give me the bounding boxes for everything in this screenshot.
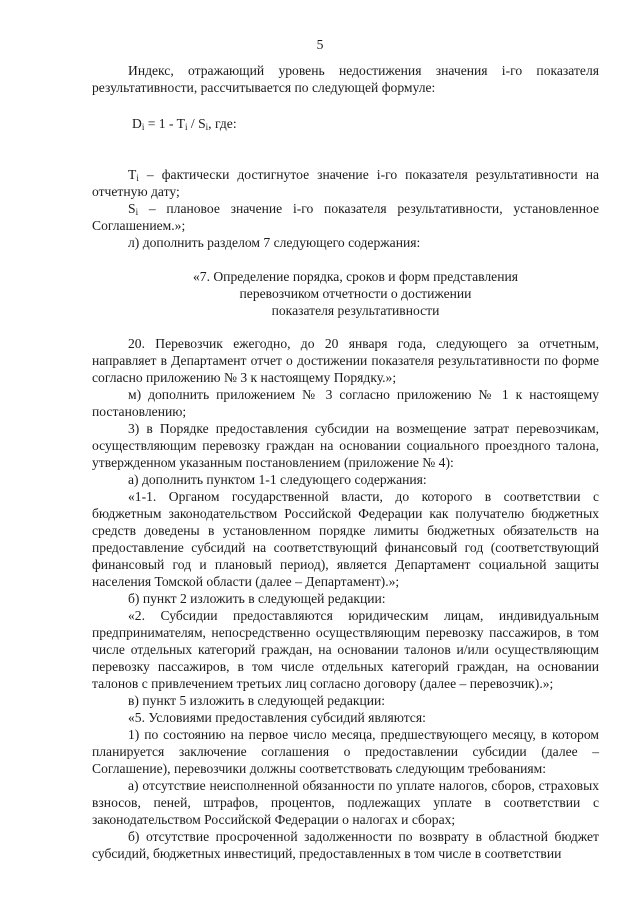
item-a: а) дополнить пунктом 1-1 следующего содержания: (128, 472, 427, 487)
section-7-heading-line: «7. Определение порядка, сроков и форм представления (192, 269, 519, 284)
item-l: л) дополнить разделом 7 следующего содержания: (128, 235, 421, 250)
section-7-heading-line: перевозчиком отчетности о достижении (239, 286, 472, 301)
formula-mid: = 1 - T (144, 116, 185, 131)
definition-t-sub: i (136, 173, 139, 183)
formula-lhs-sub: i (141, 122, 145, 132)
formula-t-sub: i (185, 122, 188, 132)
item-3: 3) в Порядке предоставления субсидии на возмещение затрат перевозчикам, осуществляющим перевозку граждан на основании социального проездного талона, утвержденном указанным постановлением (приложение № 4): (92, 421, 599, 470)
clause-2: «2. Субсидии предоставляются юридическим лицам, индивидуальным предпринимателям, непосредственно осуществляющим перевозку пассажиров, в том числе отдельных категорий граждан, на основании талонов и/или осуществляющим перевозку пассажиров, в том числе отдельных категорий граждан, на основании талонов с привлечением третьих лиц согласно договору (далее – перевозчик).»; (92, 608, 599, 691)
clause-1-1: «1-1. Органом государственной власти, до которого в соответствии с бюджетным законодательством Российской Федерации как получателю бюджетных средств доведены в установленном порядке лимиты бюджетных обязательств на предоставление субсидий на соответствующий финансовый год (соответствующий финансовый год и плановый период), является Департамент социальной защиты населения Томской области (далее – Департамент).»; (92, 489, 599, 589)
clause-5-1: 1) по состоянию на первое число месяца, предшествующего месяцу, в котором планируется заключение соглашения о предоставлении субсидии (далее – Соглашение), перевозчики должны соответствовать следующим требованиям: (92, 727, 599, 776)
definition-t-text: – фактически достигнутое значение i-го показателя результативности на отчетную дату; (92, 167, 599, 199)
definition-t (92, 166, 599, 200)
document-body (92, 62, 599, 862)
page-number: 5 (316, 37, 324, 52)
definition-s (92, 200, 599, 234)
item-m: м) дополнить приложением № 3 согласно приложению № 1 к настоящему постановлению; (92, 387, 599, 419)
clause-5: «5. Условиями предоставления субсидий являются: (128, 710, 426, 725)
definition-s-text: – плановое значение i-го показателя результативности, установленное Соглашением.»; (92, 201, 599, 233)
section-7-heading (92, 268, 599, 319)
paragraph-20: 20. Перевозчик ежегодно, до 20 января года, следующего за отчетным, направляет в Департамент отчет о достижении показателя результативности по форме согласно приложению № 3 к настоящему Порядку.»; (92, 336, 599, 385)
formula-slash: / S (187, 116, 206, 131)
section-7-heading-line: показателя результативности (271, 303, 440, 318)
clause-5-1-a: а) отсутствие неисполненной обязанности по уплате налогов, сборов, страховых взносов, пеней, штрафов, процентов, подлежащих уплате в соответствии с законодательством Российской Федерации о налогах и сборах; (92, 778, 599, 827)
definition-s-sub: i (135, 207, 139, 217)
formula-tail: , где: (208, 116, 237, 131)
definition-t-symbol: T (128, 167, 137, 182)
item-b: б) пункт 2 изложить в следующей редакции: (128, 591, 386, 606)
formula-lhs: D (132, 116, 142, 131)
clause-5-1-b: б) отсутствие просроченной задолженности по возврату в областной бюджет субсидий, бюджетных инвестиций, предоставленных в том числе в соответствии (92, 829, 599, 861)
formula (92, 115, 599, 132)
spacer (92, 149, 599, 166)
intro-paragraph: Индекс, отражающий уровень недостижения значения i-го показателя результативности, рассчитывается по следующей формуле: (92, 63, 599, 95)
formula-s-sub: i (205, 122, 209, 132)
definition-s-symbol: S (128, 201, 136, 216)
item-v: в) пункт 5 изложить в следующей редакции: (128, 693, 386, 708)
